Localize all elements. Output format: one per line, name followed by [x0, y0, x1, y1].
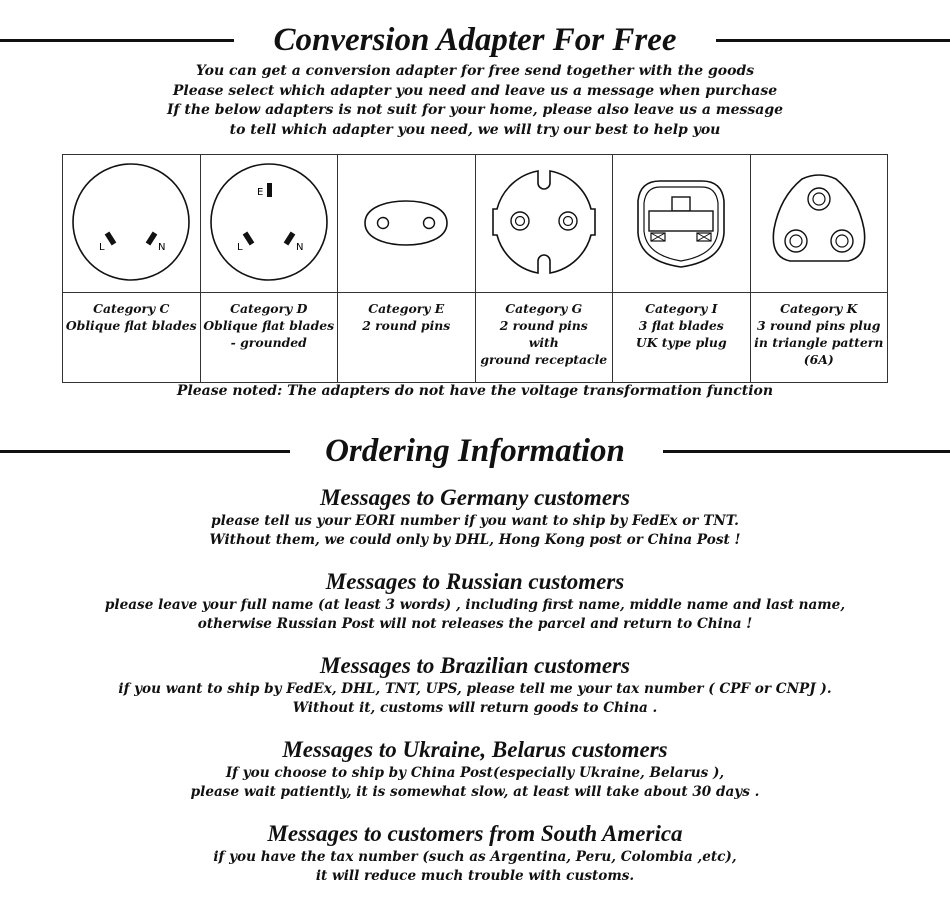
category-name: Category I: [645, 301, 718, 316]
adapter-label-k: [750, 293, 888, 383]
message-heading: Messages to customers from South America: [267, 821, 683, 846]
message-heading: Messages to Russian customers: [325, 569, 625, 594]
intro-line: to tell which adapter you need, we will try our best to help you: [229, 121, 721, 138]
message-block-ukraine-belarus: [0, 736, 950, 801]
adapter-table: [62, 154, 888, 383]
voltage-note: Please noted: The adapters do not have the voltage transformation function: [176, 383, 774, 399]
adapter-label-i: [613, 293, 751, 383]
category-desc: Oblique flat blades: [203, 318, 335, 333]
pin-label-n: N: [158, 241, 166, 253]
adapter-label-g: [475, 293, 613, 383]
plug-category-k-icon: [754, 272, 884, 291]
category-desc: - grounded: [230, 335, 307, 350]
plug-category-g-icon: [479, 272, 609, 291]
pin-label-l: L: [99, 241, 105, 253]
message-line: please wait patiently, it is somewhat slow, at least will take about 30 days .: [190, 783, 760, 800]
message-line: if you want to ship by FedEx, DHL, TNT, UPS, please tell me your tax number ( CPF or CNPJ ).: [118, 681, 832, 697]
category-name: Category K: [780, 301, 858, 316]
category-desc: 3 flat blades: [638, 318, 724, 333]
message-block-brazil: [0, 652, 950, 717]
pin-label-l: L: [236, 241, 243, 253]
message-block-south-america: [0, 820, 950, 885]
category-name: Category D: [230, 301, 308, 316]
message-line: otherwise Russian Post will not releases the parcel and return to China !: [197, 615, 753, 632]
message-line: it will reduce much trouble with customs.: [315, 867, 635, 884]
adapter-label-e: [338, 293, 476, 383]
pin-label-e: E: [256, 186, 264, 198]
category-name: Category G: [505, 301, 583, 316]
category-desc: ground receptacle: [480, 352, 608, 367]
category-desc: 2 round pins: [499, 318, 588, 333]
message-line: If you choose to ship by China Post(especially Ukraine, Belarus ),: [225, 765, 725, 781]
plug-category-e-icon: [341, 272, 471, 291]
adapter-cell-e[interactable]: [338, 155, 476, 293]
intro-line: You can get a conversion adapter for free send together with the goods: [195, 63, 755, 79]
adapter-label-c: [63, 293, 201, 383]
message-heading: Messages to Brazilian customers: [320, 653, 630, 678]
plug-category-i-icon: [616, 272, 746, 291]
message-line: please leave your full name (at least 3 words) , including first name, middle name and last name,: [104, 597, 846, 613]
message-line: Without it, customs will return goods to China .: [292, 699, 658, 716]
category-desc: Oblique flat blades: [65, 318, 197, 333]
message-line: Without them, we could only by DHL, Hong Kong post or China Post !: [209, 531, 741, 548]
plug-category-c-icon: [66, 241, 196, 291]
category-desc: UK type plug: [635, 335, 727, 350]
category-desc: (6A): [803, 352, 834, 367]
adapter-cell-d[interactable]: [200, 155, 338, 293]
adapter-cell-k[interactable]: [750, 155, 888, 293]
adapter-cell-g[interactable]: [475, 155, 613, 293]
adapter-cell-c[interactable]: [63, 155, 201, 293]
message-block-russia: [0, 568, 950, 633]
message-heading: Messages to Germany customers: [320, 485, 630, 510]
adapter-section-title: Conversion Adapter For Free: [273, 22, 677, 58]
category-desc: 3 round pins plug: [757, 318, 881, 333]
category-desc: 2 round pins: [362, 318, 451, 333]
intro-line: If the below adapters is not suit for your home, please also leave us a message: [166, 102, 784, 118]
adapter-label-d: [200, 293, 338, 383]
category-name: Category E: [368, 301, 445, 316]
adapter-intro: [0, 62, 950, 140]
message-heading: Messages to Ukraine, Belarus customers: [282, 737, 668, 762]
pin-label-n: N: [295, 241, 304, 253]
ordering-section-title: Ordering Information: [325, 433, 625, 469]
intro-line: Please select which adapter you need and leave us a message when purchase: [172, 82, 778, 99]
adapter-cell-i[interactable]: [613, 155, 751, 293]
category-desc: with: [528, 335, 559, 350]
plug-category-d-icon: [204, 186, 334, 291]
category-name: Category C: [93, 301, 170, 316]
message-line: please tell us your EORI number if you want to ship by FedEx or TNT.: [211, 513, 739, 529]
message-line: if you have the tax number (such as Argentina, Peru, Colombia ,etc),: [213, 849, 737, 865]
message-block-germany: [0, 484, 950, 549]
category-desc: in triangle pattern: [754, 335, 884, 350]
